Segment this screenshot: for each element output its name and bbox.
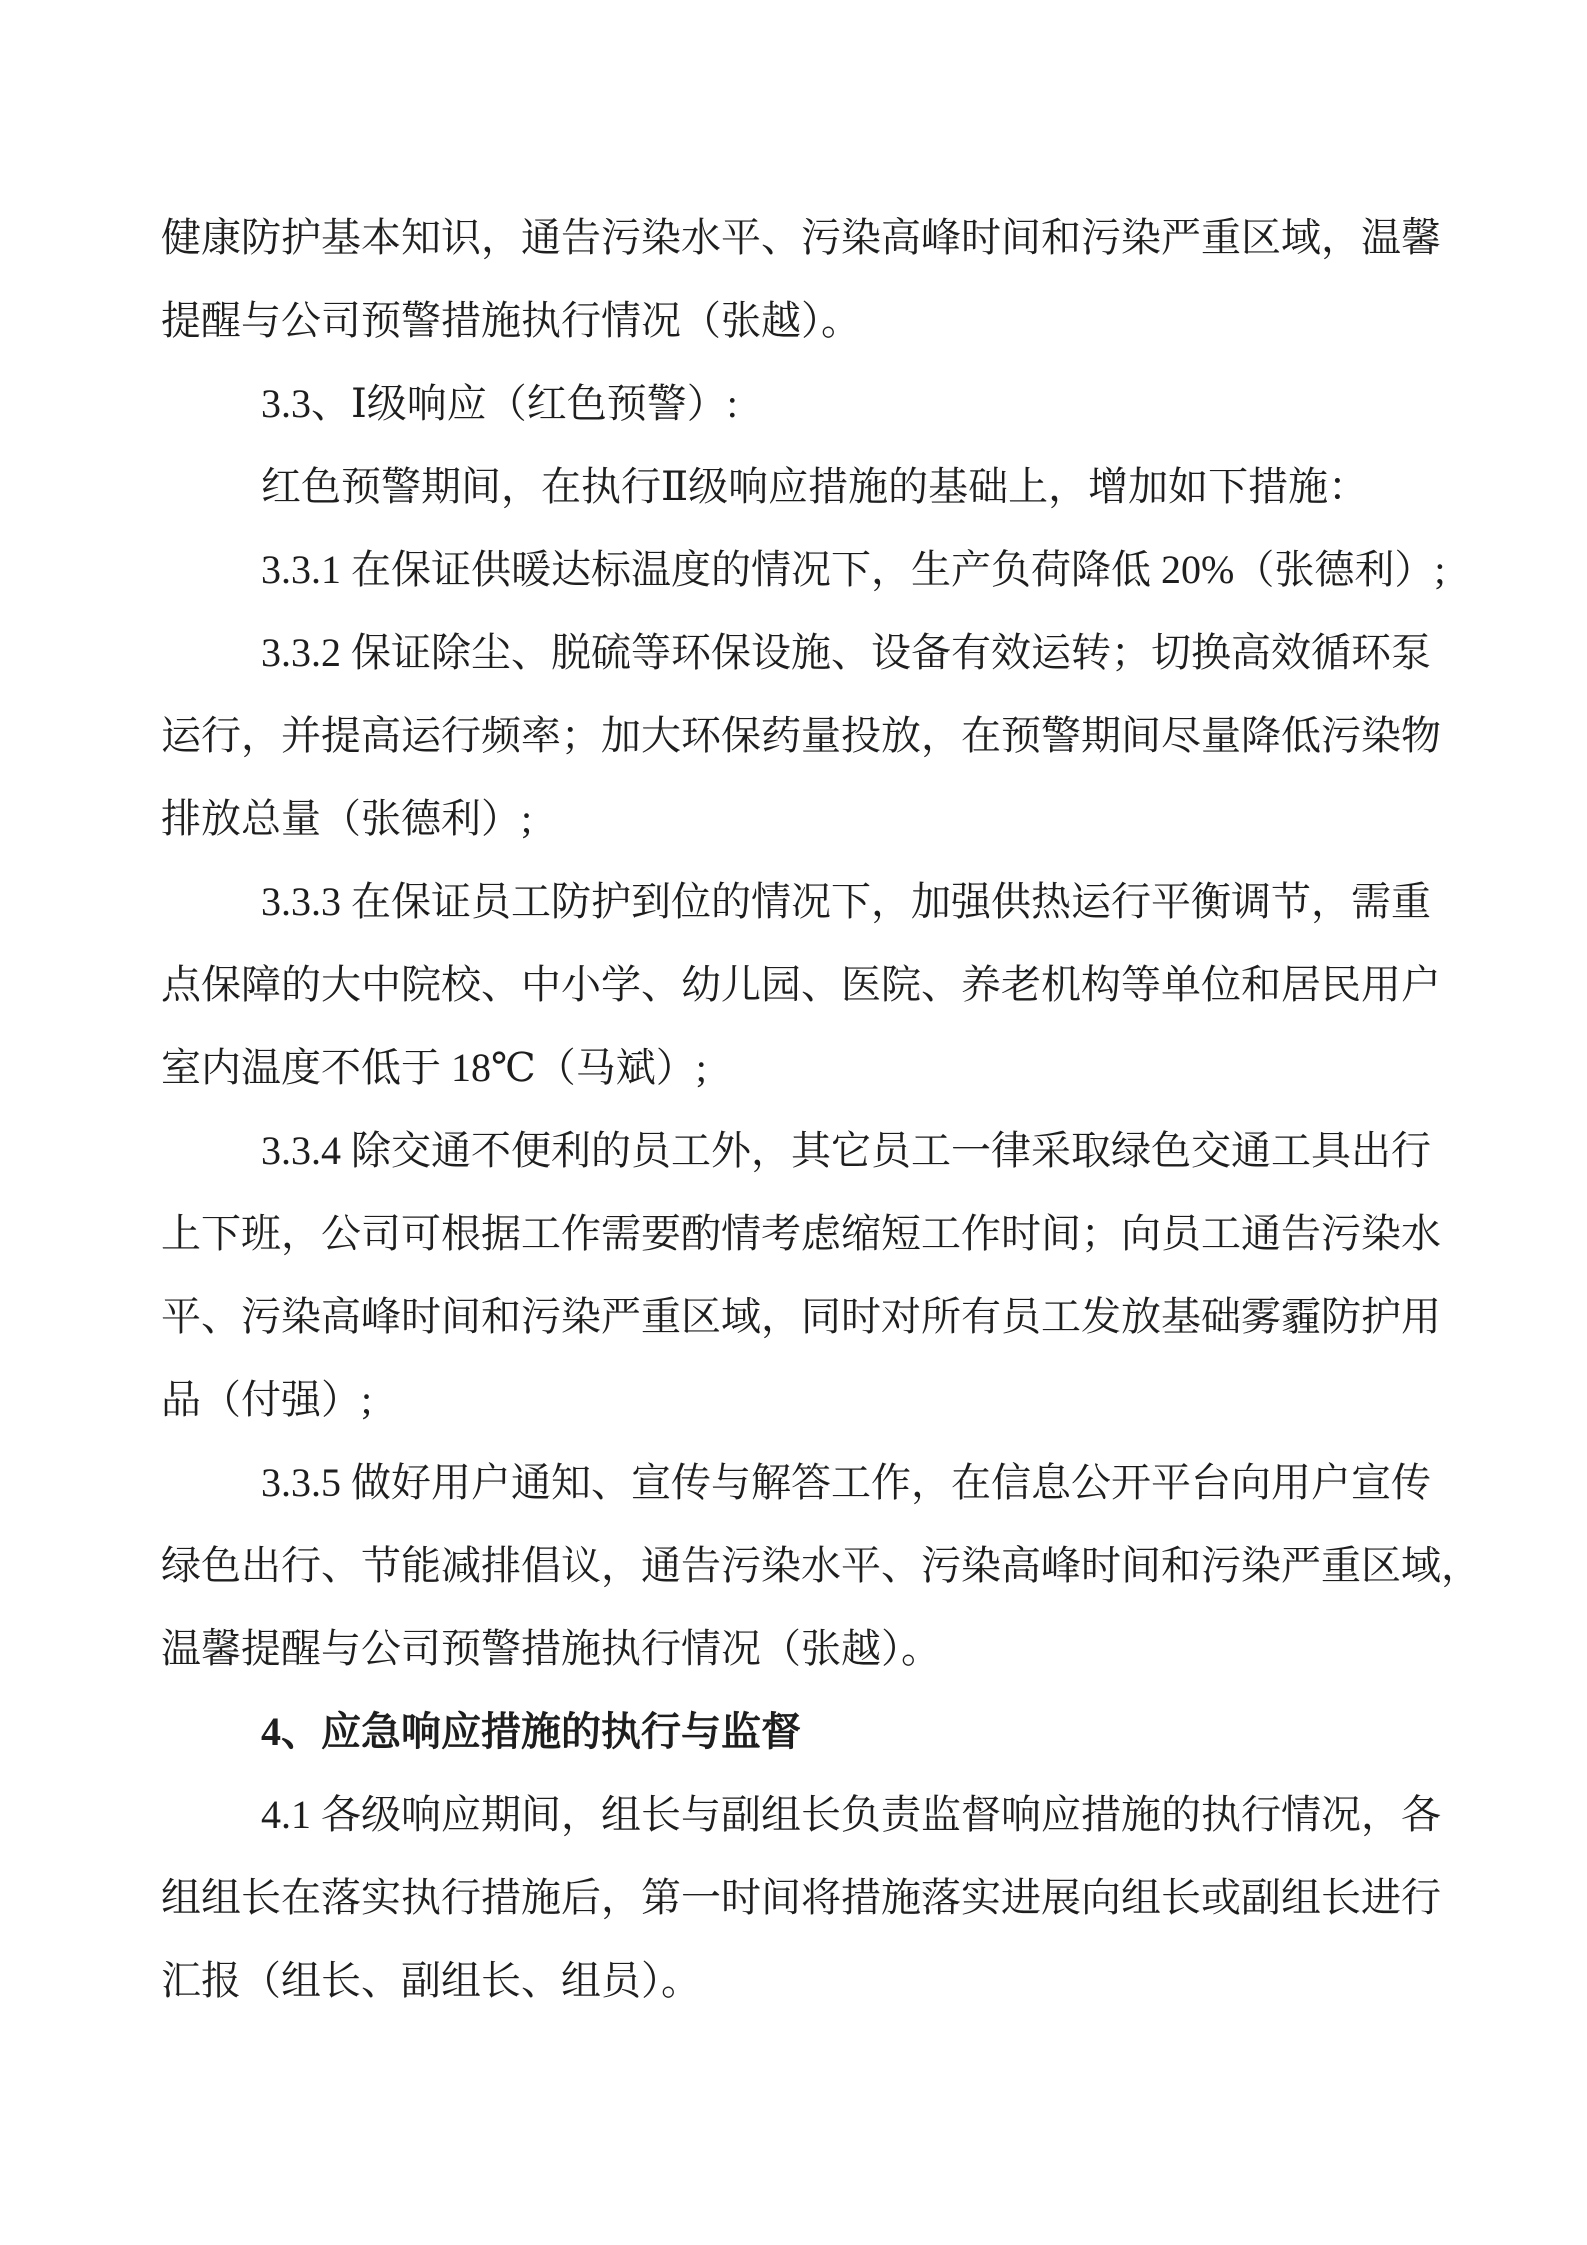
subsection-heading-3-3: 3.3、Ⅰ级响应（红色预警）:: [261, 381, 738, 426]
document-line: 点保障的大中院校、中小学、幼儿园、医院、养老机构等单位和居民用户: [161, 962, 1441, 1007]
document-line: 3.3.5 做好用户通知、宣传与解答工作，在信息公开平台向用户宣传: [261, 1460, 1431, 1505]
document-line: 3.3.4 除交通不便利的员工外，其它员工一律采取绿色交通工具出行: [261, 1128, 1431, 1173]
document-line: 4.1 各级响应期间，组长与副组长负责监督响应措施的执行情况，各: [261, 1792, 1441, 1837]
document-text-block: [161, 196, 1481, 2022]
document-line: 组组长在落实执行措施后，第一时间将措施落实进展向组长或副组长进行: [161, 1875, 1441, 1920]
document-line: 红色预警期间，在执行Ⅱ级响应措施的基础上，增加如下措施：: [261, 464, 1369, 509]
document-line: 平、污染高峰时间和污染严重区域，同时对所有员工发放基础雾霾防护用: [161, 1294, 1441, 1339]
document-line: 汇报（组长、副组长、组员）。: [161, 1958, 701, 2003]
document-line: 温馨提醒与公司预警措施执行情况（张越）。: [161, 1626, 941, 1671]
section-heading-4: 4、应急响应措施的执行与监督: [261, 1709, 801, 1754]
document-line: 上下班，公司可根据工作需要酌情考虑缩短工作时间；向员工通告污染水: [161, 1211, 1441, 1256]
document-line: 3.3.3 在保证员工防护到位的情况下，加强供热运行平衡调节，需重: [261, 879, 1431, 924]
document-line: 运行，并提高运行频率；加大环保药量投放，在预警期间尽量降低污染物: [161, 713, 1441, 758]
document-line: 品（付强）;: [161, 1377, 373, 1422]
document-line: 3.3.2 保证除尘、脱硫等环保设施、设备有效运转；切换高效循环泵: [261, 630, 1431, 675]
document-line: 绿色出行、节能减排倡议，通告污染水平、污染高峰时间和污染严重区域，: [161, 1543, 1481, 1588]
document-line: 排放总量（张德利）;: [161, 796, 533, 841]
document-line: 提醒与公司预警措施执行情况（张越）。: [161, 298, 861, 343]
document-line: 健康防护基本知识，通告污染水平、污染高峰时间和污染严重区域，温馨: [161, 215, 1441, 260]
document-line: 3.3.1 在保证供暖达标温度的情况下，生产负荷降低 20%（张德利）;: [261, 547, 1446, 592]
document-line: 室内温度不低于 18℃（马斌）;: [161, 1045, 707, 1090]
